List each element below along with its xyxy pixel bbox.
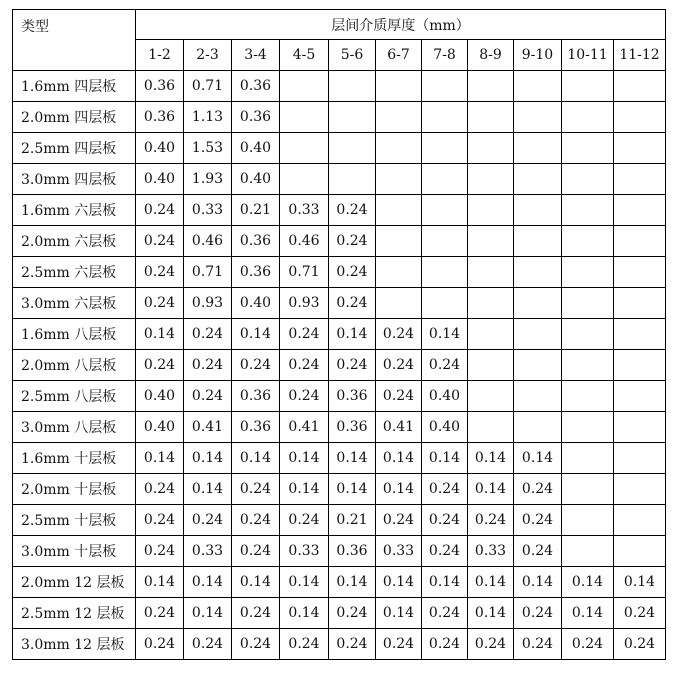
thickness-cell: 0.14 [514, 443, 562, 474]
thickness-cell [376, 71, 422, 102]
thickness-cell: 0.14 [422, 567, 468, 598]
row-type: 2.5mm 四层板 [13, 133, 136, 164]
thickness-cell: 0.36 [232, 381, 280, 412]
table-body [13, 71, 666, 660]
thickness-cell: 0.14 [136, 319, 184, 350]
thickness-cell: 0.24 [468, 629, 514, 660]
thickness-cell [562, 226, 614, 257]
thickness-cell: 0.14 [232, 319, 280, 350]
thickness-cell [562, 257, 614, 288]
thickness-cell [376, 288, 422, 319]
thickness-cell: 0.40 [232, 288, 280, 319]
thickness-cell: 0.24 [232, 536, 280, 567]
thickness-cell [614, 133, 666, 164]
thickness-cell: 0.24 [184, 381, 232, 412]
row-type: 2.0mm 12 层板 [13, 567, 136, 598]
thickness-cell: 0.14 [184, 443, 232, 474]
thickness-cell: 0.24 [136, 288, 184, 319]
thickness-cell [614, 319, 666, 350]
thickness-cell [514, 164, 562, 195]
thickness-cell [376, 133, 422, 164]
thickness-cell: 0.24 [184, 629, 232, 660]
thickness-cell: 0.14 [136, 567, 184, 598]
thickness-cell: 0.24 [514, 629, 562, 660]
header-layer-6-7: 6-7 [376, 40, 422, 71]
thickness-cell [562, 381, 614, 412]
thickness-cell: 0.14 [184, 474, 232, 505]
thickness-cell [614, 164, 666, 195]
thickness-cell: 0.24 [184, 350, 232, 381]
thickness-cell: 0.24 [376, 505, 422, 536]
thickness-cell [514, 257, 562, 288]
row-type: 3.0mm 四层板 [13, 164, 136, 195]
thickness-cell: 0.14 [514, 567, 562, 598]
thickness-cell: 0.24 [376, 319, 422, 350]
thickness-cell: 0.24 [329, 350, 376, 381]
table-row [13, 71, 666, 102]
thickness-cell [376, 164, 422, 195]
table-row [13, 598, 666, 629]
thickness-cell: 0.40 [136, 164, 184, 195]
thickness-cell [562, 350, 614, 381]
thickness-cell: 0.14 [562, 567, 614, 598]
header-type: 类型 [13, 10, 136, 71]
thickness-cell: 0.24 [232, 505, 280, 536]
thickness-cell: 0.46 [184, 226, 232, 257]
thickness-cell [514, 381, 562, 412]
thickness-cell: 0.71 [280, 257, 329, 288]
row-type: 2.5mm 十层板 [13, 505, 136, 536]
table-row [13, 443, 666, 474]
thickness-cell: 0.14 [136, 443, 184, 474]
thickness-cell: 0.24 [136, 536, 184, 567]
thickness-cell: 0.36 [329, 381, 376, 412]
thickness-cell: 0.36 [232, 412, 280, 443]
thickness-cell [468, 288, 514, 319]
table-row [13, 288, 666, 319]
table-row [13, 195, 666, 226]
thickness-cell: 0.14 [329, 567, 376, 598]
thickness-cell [329, 71, 376, 102]
thickness-cell [562, 133, 614, 164]
thickness-cell: 1.93 [184, 164, 232, 195]
table-row [13, 319, 666, 350]
thickness-cell: 0.24 [468, 505, 514, 536]
header-layer-11-12: 11-12 [614, 40, 666, 71]
thickness-cell: 0.14 [468, 598, 514, 629]
thickness-cell: 0.24 [232, 629, 280, 660]
thickness-cell: 0.24 [422, 474, 468, 505]
thickness-cell [614, 226, 666, 257]
thickness-cell [468, 195, 514, 226]
thickness-cell [468, 381, 514, 412]
thickness-cell: 0.14 [376, 443, 422, 474]
thickness-cell [562, 71, 614, 102]
thickness-cell [422, 133, 468, 164]
table-row [13, 536, 666, 567]
thickness-cell: 0.36 [329, 536, 376, 567]
thickness-cell: 0.24 [422, 598, 468, 629]
thickness-cell: 0.24 [136, 629, 184, 660]
table-row [13, 133, 666, 164]
thickness-cell [329, 133, 376, 164]
thickness-cell: 0.24 [136, 226, 184, 257]
thickness-cell [514, 412, 562, 443]
thickness-cell: 0.14 [376, 598, 422, 629]
thickness-cell: 0.24 [136, 474, 184, 505]
thickness-cell: 0.24 [329, 257, 376, 288]
thickness-cell [614, 102, 666, 133]
table-row [13, 412, 666, 443]
thickness-cell: 0.40 [422, 412, 468, 443]
row-type: 1.6mm 六层板 [13, 195, 136, 226]
thickness-cell: 0.36 [232, 71, 280, 102]
thickness-cell: 0.24 [280, 350, 329, 381]
thickness-cell: 0.14 [562, 598, 614, 629]
thickness-cell: 0.46 [280, 226, 329, 257]
table-row [13, 226, 666, 257]
thickness-cell [329, 164, 376, 195]
thickness-cell: 0.14 [468, 443, 514, 474]
thickness-cell: 0.24 [232, 350, 280, 381]
thickness-cell: 0.24 [280, 381, 329, 412]
row-type: 3.0mm 六层板 [13, 288, 136, 319]
table-row [13, 629, 666, 660]
thickness-cell: 0.24 [376, 350, 422, 381]
thickness-cell [468, 133, 514, 164]
table-row [13, 505, 666, 536]
thickness-cell [468, 164, 514, 195]
row-type: 2.0mm 六层板 [13, 226, 136, 257]
thickness-cell: 0.14 [232, 567, 280, 598]
thickness-cell [514, 350, 562, 381]
thickness-cell [422, 102, 468, 133]
thickness-cell [562, 474, 614, 505]
thickness-cell: 0.41 [280, 412, 329, 443]
thickness-cell [514, 71, 562, 102]
thickness-cell [280, 102, 329, 133]
thickness-cell [614, 350, 666, 381]
row-type: 1.6mm 十层板 [13, 443, 136, 474]
thickness-cell: 0.40 [136, 412, 184, 443]
thickness-cell: 0.24 [514, 474, 562, 505]
header-layer-7-8: 7-8 [422, 40, 468, 71]
thickness-cell [614, 536, 666, 567]
thickness-cell: 0.24 [422, 505, 468, 536]
thickness-cell: 0.14 [184, 567, 232, 598]
thickness-cell [422, 71, 468, 102]
thickness-cell: 0.24 [514, 536, 562, 567]
thickness-cell [468, 257, 514, 288]
thickness-cell [514, 226, 562, 257]
thickness-cell: 0.93 [280, 288, 329, 319]
thickness-cell: 0.14 [232, 443, 280, 474]
thickness-cell [468, 226, 514, 257]
thickness-cell [562, 288, 614, 319]
thickness-cell: 0.24 [184, 319, 232, 350]
thickness-cell: 0.36 [136, 102, 184, 133]
thickness-cell: 0.33 [280, 536, 329, 567]
thickness-cell: 0.41 [184, 412, 232, 443]
thickness-cell [562, 102, 614, 133]
thickness-cell: 0.36 [232, 257, 280, 288]
thickness-cell [376, 102, 422, 133]
thickness-cell [514, 102, 562, 133]
thickness-cell [614, 195, 666, 226]
thickness-cell [562, 443, 614, 474]
header-layer-2-3: 2-3 [184, 40, 232, 71]
row-type: 2.5mm 六层板 [13, 257, 136, 288]
thickness-cell [562, 319, 614, 350]
thickness-cell: 0.24 [280, 319, 329, 350]
thickness-cell: 0.14 [468, 474, 514, 505]
thickness-cell [280, 133, 329, 164]
thickness-cell: 0.24 [376, 629, 422, 660]
thickness-cell [468, 71, 514, 102]
thickness-cell: 0.71 [184, 71, 232, 102]
thickness-cell: 0.24 [514, 505, 562, 536]
row-type: 2.0mm 八层板 [13, 350, 136, 381]
header-layer-9-10: 9-10 [514, 40, 562, 71]
thickness-cell: 0.14 [329, 319, 376, 350]
thickness-cell [422, 164, 468, 195]
thickness-cell: 0.24 [232, 474, 280, 505]
thickness-cell [329, 102, 376, 133]
thickness-cell: 0.14 [329, 474, 376, 505]
thickness-cell [468, 102, 514, 133]
header-layer-1-2: 1-2 [136, 40, 184, 71]
thickness-cell [514, 133, 562, 164]
row-type: 1.6mm 八层板 [13, 319, 136, 350]
thickness-cell [422, 288, 468, 319]
row-type: 2.0mm 四层板 [13, 102, 136, 133]
header-layer-4-5: 4-5 [280, 40, 329, 71]
thickness-cell [514, 195, 562, 226]
thickness-cell: 0.24 [329, 288, 376, 319]
thickness-cell: 0.24 [329, 195, 376, 226]
header-group: 层间介质厚度（mm） [136, 10, 666, 40]
thickness-cell: 0.14 [614, 567, 666, 598]
thickness-cell: 0.33 [280, 195, 329, 226]
thickness-cell [562, 412, 614, 443]
thickness-cell: 0.24 [232, 598, 280, 629]
thickness-cell: 0.33 [184, 536, 232, 567]
thickness-cell [468, 319, 514, 350]
thickness-cell [614, 71, 666, 102]
thickness-cell [614, 257, 666, 288]
header-row-group [13, 10, 666, 40]
thickness-cell [280, 164, 329, 195]
thickness-cell: 0.40 [232, 133, 280, 164]
thickness-cell: 0.41 [376, 412, 422, 443]
row-type: 2.5mm 八层板 [13, 381, 136, 412]
thickness-cell: 0.24 [136, 257, 184, 288]
row-type: 2.5mm 12 层板 [13, 598, 136, 629]
thickness-cell [376, 195, 422, 226]
thickness-cell [562, 195, 614, 226]
thickness-cell: 0.33 [376, 536, 422, 567]
thickness-cell: 0.14 [329, 443, 376, 474]
thickness-cell [562, 536, 614, 567]
thickness-cell: 0.24 [136, 195, 184, 226]
row-type: 3.0mm 十层板 [13, 536, 136, 567]
thickness-cell: 0.24 [136, 350, 184, 381]
row-type: 1.6mm 四层板 [13, 71, 136, 102]
row-type: 3.0mm 八层板 [13, 412, 136, 443]
thickness-cell: 0.14 [376, 474, 422, 505]
header-layer-3-4: 3-4 [232, 40, 280, 71]
thickness-cell [614, 381, 666, 412]
thickness-cell: 0.36 [329, 412, 376, 443]
thickness-cell: 0.36 [232, 102, 280, 133]
clipped-caption [0, 0, 686, 8]
thickness-cell [376, 257, 422, 288]
thickness-cell: 0.24 [614, 598, 666, 629]
thickness-cell: 0.71 [184, 257, 232, 288]
thickness-cell: 0.14 [184, 598, 232, 629]
thickness-cell: 0.24 [422, 629, 468, 660]
thickness-cell [422, 195, 468, 226]
thickness-cell: 0.24 [136, 505, 184, 536]
thickness-cell: 0.40 [136, 133, 184, 164]
table-row [13, 567, 666, 598]
table-row [13, 474, 666, 505]
thickness-cell: 0.24 [376, 381, 422, 412]
thickness-cell: 0.24 [184, 505, 232, 536]
thickness-cell [614, 443, 666, 474]
thickness-cell: 0.21 [329, 505, 376, 536]
header-layer-5-6: 5-6 [329, 40, 376, 71]
thickness-cell: 0.24 [562, 629, 614, 660]
thickness-cell [514, 288, 562, 319]
thickness-cell: 0.24 [329, 629, 376, 660]
thickness-cell: 0.36 [232, 226, 280, 257]
thickness-cell [422, 257, 468, 288]
thickness-cell: 0.93 [184, 288, 232, 319]
thickness-cell: 0.14 [280, 567, 329, 598]
thickness-cell: 0.24 [280, 629, 329, 660]
header-layer-10-11: 10-11 [562, 40, 614, 71]
thickness-cell: 1.53 [184, 133, 232, 164]
thickness-cell: 0.24 [280, 505, 329, 536]
table-row [13, 257, 666, 288]
table-row [13, 381, 666, 412]
thickness-cell [562, 164, 614, 195]
thickness-cell [468, 350, 514, 381]
table-row [13, 164, 666, 195]
thickness-cell: 0.14 [280, 443, 329, 474]
thickness-cell: 0.24 [329, 598, 376, 629]
thickness-cell [376, 226, 422, 257]
thickness-cell: 0.40 [136, 381, 184, 412]
thickness-cell: 0.24 [136, 598, 184, 629]
table-row [13, 350, 666, 381]
thickness-cell [280, 71, 329, 102]
thickness-cell: 0.33 [468, 536, 514, 567]
thickness-cell: 0.33 [184, 195, 232, 226]
thickness-cell [422, 226, 468, 257]
thickness-cell: 0.14 [422, 443, 468, 474]
thickness-cell: 0.14 [468, 567, 514, 598]
thickness-cell [562, 505, 614, 536]
thickness-cell: 0.24 [614, 629, 666, 660]
thickness-cell [614, 288, 666, 319]
thickness-cell: 0.36 [136, 71, 184, 102]
thickness-cell: 0.14 [422, 319, 468, 350]
thickness-cell [468, 412, 514, 443]
thickness-cell: 0.24 [422, 350, 468, 381]
header-layer-8-9: 8-9 [468, 40, 514, 71]
thickness-cell [514, 319, 562, 350]
thickness-cell [614, 474, 666, 505]
thickness-cell: 0.21 [232, 195, 280, 226]
thickness-cell: 0.14 [280, 474, 329, 505]
thickness-cell: 0.24 [514, 598, 562, 629]
thickness-cell: 1.13 [184, 102, 232, 133]
thickness-cell [614, 505, 666, 536]
dielectric-thickness-table [12, 9, 666, 660]
table-row [13, 102, 666, 133]
thickness-cell: 0.24 [422, 536, 468, 567]
row-type: 2.0mm 十层板 [13, 474, 136, 505]
thickness-cell: 0.14 [376, 567, 422, 598]
thickness-cell [614, 412, 666, 443]
row-type: 3.0mm 12 层板 [13, 629, 136, 660]
thickness-cell: 0.14 [280, 598, 329, 629]
thickness-cell: 0.40 [422, 381, 468, 412]
thickness-cell: 0.24 [329, 226, 376, 257]
thickness-cell: 0.40 [232, 164, 280, 195]
